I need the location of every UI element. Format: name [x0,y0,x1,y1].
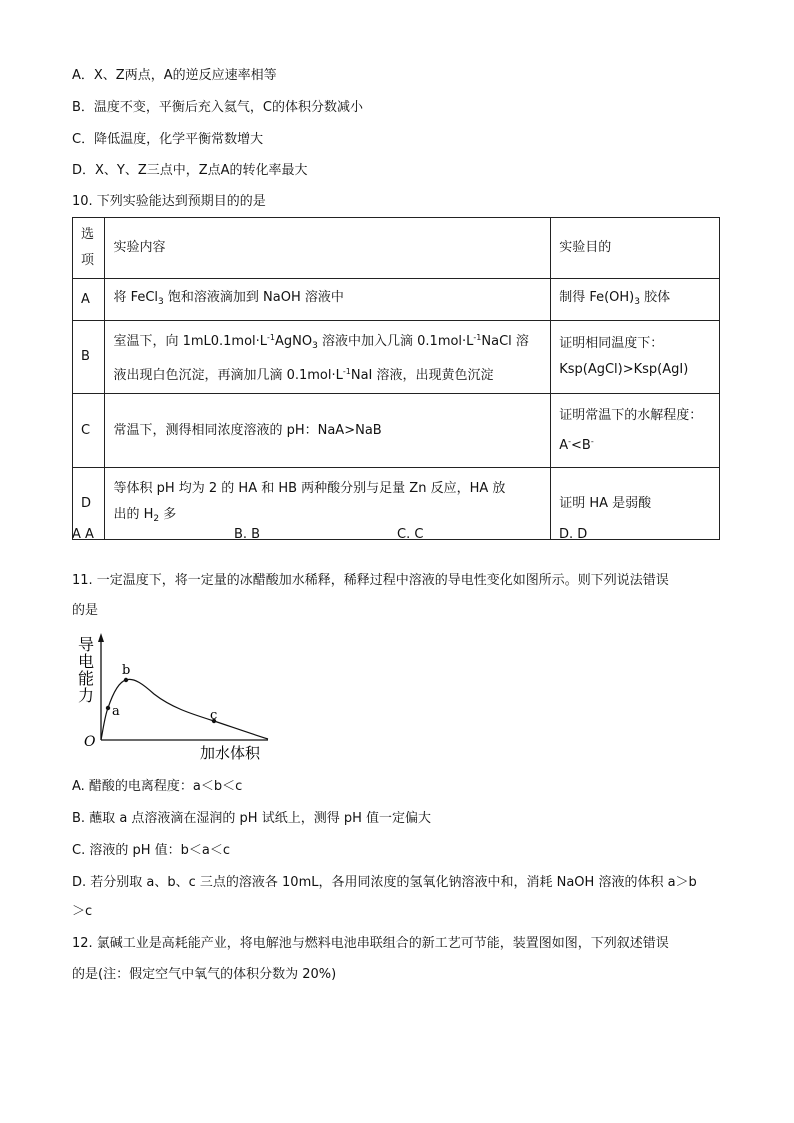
row-b-purpose [551,321,720,394]
point-a [106,706,110,710]
q10-answer-b: B. B [234,527,261,542]
row-b-purpose-line1: 证明相同温度下： [559,336,664,351]
row-c-purpose-line2: A-<B- [559,436,594,453]
q9-option-b: B．温度不变，平衡后充入氦气，C的体积分数减小 [72,100,363,115]
label-a: a [112,704,120,719]
q10-answer-d: D. D [559,527,588,542]
q10-answer-c: C. C [397,527,424,542]
q11-option-b: B. 蘸取 a 点溶液滴在湿润的 pH 试纸上，测得 pH 值一定偏大 [72,811,431,826]
q10-answer-a: A A [72,527,94,542]
row-d-option: D [73,468,105,540]
row-b-content-line2: 液出现白色沉淀，再滴加几滴 $0.1mol\cdot L^{-1}NaI$ 溶液，出现黄色沉淀 [113,367,494,383]
row-b-option: B [73,321,105,394]
q11-option-d: D. 若分别取 a、b、c 三点的溶液各 10mL，各用同浓度的氢氧化钠溶液中和，消耗 NaOH 溶液的体积 a＞b [72,875,697,890]
q12-stem-line1: 12. 氯碱工业是高耗能产业，将电解池与燃料电池串联组合的新工艺可节能，装置图如图，下列叙述错误 [72,936,669,951]
y-label-char-4: 力 [78,686,95,705]
q11-option-c: C. 溶液的 pH 值：b＜a＜c [72,843,230,858]
conductivity-curve [101,679,268,740]
q9-option-d: D．X、Y、Z三点中，Z点A的转化率最大 [72,163,308,178]
row-a-content: 将 FeCl$_3$ 饱和溶液滴加到 NaOH 溶液中 [105,279,551,321]
header-option: 选项 [73,218,105,279]
q10-answer-choices [72,527,732,549]
table-row-a [73,279,720,321]
origin-label: O [84,734,96,750]
header-purpose: 实验目的 [551,218,720,279]
x-axis-label: 加水体积 [200,744,261,762]
row-d-content-line2: 出的 $H_2$ 多 [113,506,177,524]
y-label-char-2: 电 [78,652,95,671]
row-b-content [105,321,551,394]
row-a-purpose: 制得 $Fe(OH)_3$ 胶体 [551,279,720,321]
row-b-purpose-line2: Ksp(AgCl)>Ksp(AgI) [559,362,689,377]
row-c-purpose [551,394,720,468]
y-axis-arrow [98,633,104,642]
y-label-char-1: 导 [78,635,95,654]
q11-stem-line2: 的是 [72,603,99,618]
q10-stem: 10. 下列实验能达到预期目的的是 [72,194,266,209]
q11-option-d-continued: ＞c [72,904,93,919]
row-d-content-line1: 等体积 pH 均为 2 的 HA 和 HB 两种酸分别与足量 Zn 反应，HA 放 [113,480,506,496]
row-c-option: C [73,394,105,468]
q11-option-a: A. 醋酸的电离程度：a＜b＜c [72,779,243,794]
conductivity-graph [72,630,272,762]
row-d-purpose: 证明 HA 是弱酸 [551,468,720,540]
label-b: b [122,663,131,678]
q9-option-c: C．降低温度，化学平衡常数增大 [72,132,264,147]
header-content: 实验内容 [105,218,551,279]
table-header-row [73,218,720,279]
experiment-table [72,217,720,540]
q11-stem-line1: 11. 一定温度下，将一定量的冰醋酸加水稀释，稀释过程中溶液的导电性变化如图所示。则下列说法错误 [72,573,669,588]
y-label-char-3: 能 [78,669,95,688]
point-b [124,678,128,682]
q9-option-a: A．X、Z两点，A的逆反应速率相等 [72,68,277,83]
row-b-content-line1: 室温下，向 $1mL0.1mol\cdot L^{-1}AgNO_3$ 溶液中加入几滴 $0.1mol\cdot L^{-1}NaCl$ 溶 [113,333,529,351]
table-row-c [73,394,720,468]
row-c-purpose-line1: 证明常温下的水解程度： [559,407,703,423]
label-c: c [210,708,218,723]
q12-stem-line2: 的是(注：假定空气中氧气的体积分数为 20%) [72,967,337,982]
table-row-b [73,321,720,394]
row-c-content: 常温下，测得相同浓度溶液的 pH：NaA>NaB [105,394,551,468]
row-a-option: A [73,279,105,321]
